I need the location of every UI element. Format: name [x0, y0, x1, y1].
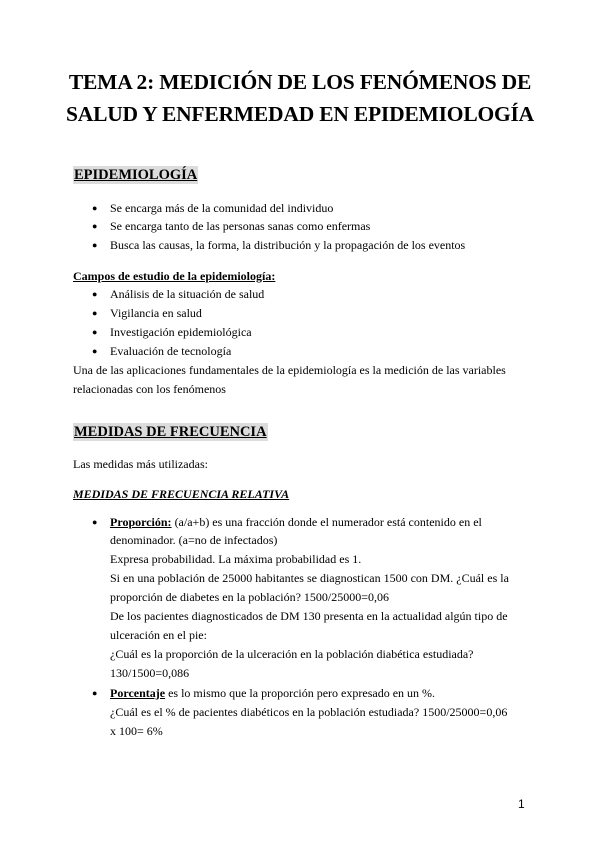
campos-heading: Campos de estudio de la epidemiología: — [73, 269, 276, 283]
section-heading-text: MEDIDAS DE FRECUENCIA — [74, 424, 267, 440]
intro-text: Las medidas más utilizadas: — [73, 457, 208, 471]
porcentaje-term: Porcentaje — [110, 686, 166, 700]
porcentaje-text: es lo mismo que la proporción pero expresado en un %. — [165, 686, 436, 700]
bullet-icon: ● — [92, 346, 98, 356]
list-item: Busca las causas, la forma, la distribución y la propagación de los eventos — [110, 238, 466, 252]
list-item: Investigación epidemiológica — [110, 325, 252, 339]
proporcion-line: ¿Cuál es la proporción de la ulceración en la población diabética estudiada? — [110, 647, 474, 661]
porcentaje-line: x 100= 6% — [110, 724, 163, 738]
section-heading-medidas — [73, 423, 268, 441]
porcentaje-line — [110, 685, 435, 701]
proporcion-line — [110, 514, 528, 530]
proporcion-line: 130/1500=0,086 — [110, 666, 190, 680]
proporcion-line: denominador. (a=no de infectados) — [110, 533, 278, 547]
bullet-icon: ● — [92, 221, 98, 231]
bullet-icon: ● — [92, 308, 98, 318]
list-item: Evaluación de tecnología — [110, 344, 232, 358]
list-item: Se encarga tanto de las personas sanas como enfermas — [110, 219, 371, 233]
bullet-icon: ● — [92, 289, 98, 299]
subheading: MEDIDAS DE FRECUENCIA RELATIVA — [73, 487, 290, 501]
list-item: Se encarga más de la comunidad del individuo — [110, 201, 334, 215]
bullet-icon: ● — [92, 327, 98, 337]
proporcion-line: De los pacientes diagnosticados de DM 130 presenta en la actualidad algún tipo de — [110, 609, 508, 623]
section-heading-epidemiologia — [73, 166, 198, 184]
proporcion-line: proporción de diabetes en la población? 1500/25000=0,06 — [110, 590, 390, 604]
proporcion-line: ulceración en el pie: — [110, 628, 207, 642]
section-heading-text: EPIDEMIOLOGÍA — [74, 167, 198, 183]
bullet-icon: ● — [92, 240, 98, 250]
proporcion-line: Expresa probabilidad. La máxima probabilidad es 1. — [110, 552, 362, 566]
proporcion-term: Proporción: — [110, 515, 172, 529]
proporcion-line: Si en una población de 25000 habitantes se diagnostican 1500 con DM. ¿Cuál es la — [110, 571, 509, 585]
list-item: Vigilancia en salud — [110, 306, 202, 320]
list-item: Análisis de la situación de salud — [110, 287, 265, 301]
porcentaje-line: ¿Cuál es el % de pacientes diabéticos en la población estudiada? 1500/25000=0,06 — [110, 705, 508, 719]
page-number: 1 — [518, 797, 525, 811]
bullet-icon: ● — [92, 688, 98, 698]
paragraph-line: Una de las aplicaciones fundamentales de la epidemiología es la medición de las variables — [73, 363, 506, 377]
title-line-1: TEMA 2: MEDICIÓN DE LOS FENÓMENOS DE — [68, 70, 532, 94]
title-line-2: SALUD Y ENFERMEDAD EN EPIDEMIOLOGÍA — [65, 102, 535, 126]
bullet-icon: ● — [92, 517, 98, 527]
bullet-icon: ● — [92, 203, 98, 213]
proporcion-text: (a/a+b) es una fracción donde el numerador está contenido en el — [171, 515, 482, 529]
paragraph-line: relacionadas con los fenómenos — [73, 382, 226, 396]
document-title — [60, 66, 540, 130]
